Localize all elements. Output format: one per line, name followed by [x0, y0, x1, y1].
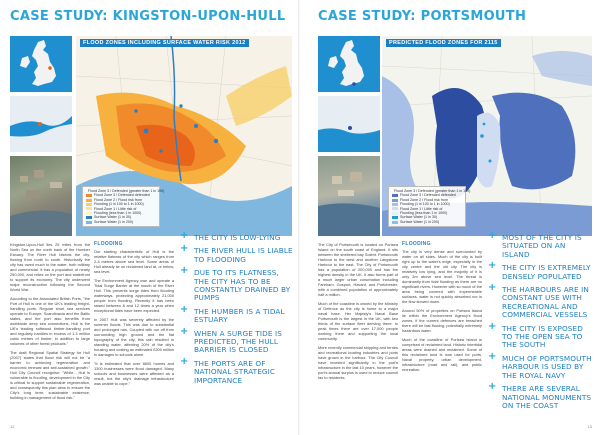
legend-item: Flood Zone 2 / Flood risk from	[392, 198, 462, 202]
map-caption: PREDICTED FLOOD ZONES FOR 2115	[386, 39, 501, 47]
portsmouth-location-marker	[352, 82, 356, 86]
legend-swatch	[392, 216, 398, 219]
map-legend	[388, 186, 471, 227]
legend-item: Surface Water (1 in 30)	[86, 215, 156, 219]
legend-item: Flooding (1 in 100 to 1 in 1000)	[86, 202, 156, 206]
aerial-photo	[10, 156, 72, 236]
legend-item: Surface Water (1 in 200)	[392, 220, 462, 224]
key-points	[488, 230, 595, 415]
legend-swatch	[392, 221, 398, 224]
key-point: + THE CITY IS EXPOSED TO THE OPEN SEA TO THE SOUTH	[488, 320, 583, 350]
paragraph: The city is very dense and surrounded by water on all sides. Much of the city is built right up to the water's edge, especially in the city centre and the old city. The city is relatively low lying, and the majority of it is only 3m above sea level. The threat is dominantly from tidal flooding as there are no significant rivers. However with so much of the area being covered with impermeable surfaces, water is not quickly absorbed nor is the flow slowed down.	[402, 249, 483, 304]
legend-item: Flooding (less than 1 in 1000)	[392, 211, 462, 215]
key-points	[180, 230, 295, 390]
plus-icon: +	[488, 381, 497, 393]
hull-flood-map	[76, 36, 292, 236]
key-point: + THERE ARE SEVERAL NATIONAL MONUMENTS ON THE COAST	[488, 381, 592, 410]
paragraph: According to the Associated British Ports, "the Port of Hull is one of the UK's leading freight-handling ports. Regular short sea services operate to Europe, Scandinavia and the Baltic states, and the port also benefits from worldwide deep sea connections. Hull is the UK's leading softwood timber-handling port and regularly handles in excess of 1.3 million cubic metres of timber, in addition to large volumes of other forest products."	[10, 296, 90, 346]
map-caption: FLOOD ZONES INCLUDING SURFACE WATER RISK 2012	[80, 39, 249, 47]
paragraph: Much of the coastline of Portsea Island is comprised of reclaimed land. Historic intertidal areas were drained and reclaimed. Some of this reclaimed land is now used for ports, Naval property, urban development, infrastructure (road and rail), and public recreation.	[402, 337, 482, 372]
key-point: + THE HARBOURS ARE IN CONSTANT USE WITH RECREATIONAL AND COMMERCIAL VESSELS	[488, 282, 589, 320]
page-number: 13	[587, 424, 592, 429]
map-legend	[82, 186, 165, 227]
legend-swatch	[392, 207, 398, 210]
legend-item: Flood Zone 2 / Flood risk from	[86, 198, 156, 202]
legend-swatch	[392, 199, 398, 202]
plus-icon: +	[180, 303, 189, 315]
key-point: + THE RIVER HULL IS LIABLE TO FLOODING	[180, 243, 293, 264]
key-point: + THE CITY IS EXTREMELY DENSELY POPULATED	[488, 260, 591, 281]
page-title: CASE STUDY: PORTSMOUTH	[318, 9, 527, 24]
page-number: 12	[10, 424, 15, 429]
intro-text	[10, 242, 90, 404]
legend-item: Flooding (1 in 100 to 1 in 1000)	[392, 202, 462, 206]
paragraph: The City of Portsmouth is located on Portsea Island on the south coast of England. It sits between the sheltered bay Solent. Portsmouth Harbour to the west and another Langstone Harbour to the east. The City of Portsmouth has a population of 200,000 and has the highest density in the UK. It also forms part of a much larger urban conurbation including Fareham, Gosport, Havant, and Portchester, with a combined population of approximately half a million.	[318, 242, 398, 297]
legend-swatch	[86, 221, 92, 224]
paragraph: Kingston-Upon-Hull lies 25 miles from the North Sea on the north bank of the Humber Estuary. The River Hull bisects the city, flowing from north to south. Historically the city has owed much to the water, both military and commercial. It has a population of nearly 250,000, and relies on the port and waterfront to support its economy. The city underwent major reconstruction following the Second World War.	[10, 242, 90, 292]
paragraph: More recently commercial shipping and ferries and recreational boating industries and ports have grown in the harbour. The City Council have invested significantly in the port's infrastructure in the last 10 years, however the port's annual surplus is used to reduce council tax to residents.	[318, 345, 398, 380]
solent-locator-map	[318, 96, 380, 152]
legend-item: Flood Zone 3 / Defended (greater than 1 in 100)	[88, 189, 165, 193]
key-point: + DUE TO ITS FLATNESS, THE CITY HAS TO BE CONSTANTLY DRAINED BY PUMPS	[180, 265, 291, 303]
plus-icon: +	[488, 260, 497, 272]
key-point: + WHEN A SURGE TIDE IS PREDICTED, THE HULL BARRIER IS CLOSED	[180, 325, 282, 355]
legend-item: Flood Zone 3 / Defended defended	[86, 193, 156, 197]
section-heading: FLOODING	[402, 241, 431, 247]
legend-swatch	[86, 199, 92, 202]
plus-icon: +	[180, 243, 189, 255]
key-point: + THE HUMBER IS A TIDAL ESTUARY	[180, 303, 285, 325]
paragraph: Our starting characteristic of Hull is the relative flatness of the city which ranges from 2-4 metres above sea level. Some areas of Hull already lie on reclaimed land at, or below, sea level.	[94, 249, 174, 274]
key-point: + THE CITY IS LOW-LYING	[180, 230, 281, 242]
intro-text	[318, 242, 398, 384]
plus-icon: +	[488, 230, 497, 241]
legend-swatch	[392, 194, 398, 197]
legend-item: Flood Zone 3 / Defended defended	[392, 193, 462, 197]
plus-icon: +	[180, 355, 189, 367]
key-point: + THE PORTS ARE OF NATIONAL STRATEGIC IMPORTANCE	[180, 355, 276, 385]
legend-swatch	[86, 216, 92, 219]
hull-location-marker	[48, 66, 52, 70]
paragraph: Around 50% of properties on Portsea Island lie within the Environment Agency's flood zones, if the current defences are breached there will be fast flowing, potentially extremely hazardous water.	[402, 308, 482, 333]
aerial-photo	[318, 156, 380, 236]
paragraph: "It is estimated that over 8600 homes and 1300 businesses were flood damaged. Many schools and businesses were affected as a result, but the city's drainage infrastructure was unable to cope."	[94, 361, 174, 386]
plus-icon: +	[488, 320, 497, 332]
legend-swatch	[86, 194, 92, 197]
flooding-text	[94, 242, 174, 390]
page-title: CASE STUDY: KINGSTON-UPON-HULL	[10, 9, 286, 24]
key-point: + MUCH OF PORTSMOUTH HARBOUR IS USED BY THE ROYAL NAVY	[488, 350, 592, 380]
right-page	[300, 0, 600, 435]
legend-item: Flooding (less than 1 in 1000)	[86, 211, 156, 215]
legend-item: Flood Zone 3 / Defended (greater than 1 in 100)	[394, 189, 471, 193]
uk-locator-map	[318, 36, 380, 92]
legend-swatch	[86, 207, 92, 210]
paragraph: In 2007 Hull was severely affected by the summer floods. This was due to substantial and prolonged rain. Coupled with run off from surrounding high ground and the flat topography of the city, this rain resulted in standing water, affecting 20% of the city's housing and costing an estimated £200 million in damages to schools alone.	[94, 317, 174, 357]
legend-swatch	[86, 203, 92, 206]
plus-icon: +	[180, 265, 189, 277]
estuary-locator-map	[10, 96, 72, 152]
key-point: + MOST OF THE CITY IS SITUATED ON AN ISLAND	[488, 230, 582, 259]
uk-locator-map	[10, 36, 72, 92]
legend-item: Flood Zone 1 / Little risk of	[392, 207, 462, 211]
paragraph: Much of the coastline is owned by the Ministry of Defence as the city is home to a major naval base. Her Majesty's Naval Base Portsmouth is the largest in the UK, with two thirds of the surface fleet deriving there. In peak times there are over 17,000 people working there and supporting the local community.	[318, 301, 398, 341]
plus-icon: +	[488, 350, 497, 362]
paragraph: The Environment Agency own and operate a Tidal Surge Barrier at the mouth of the River Hull. This prevents surge tides from flooding waterways, protecting approximately 21,000 people from flooding. Recently it has been raised between 8 and 12 times a year when exceptional tides have been expected.	[94, 278, 174, 313]
legend-swatch	[86, 212, 92, 215]
legend-swatch	[392, 212, 398, 215]
legend-swatch	[392, 203, 398, 206]
legend-item: Flood Zone 1 / Little risk of	[86, 207, 156, 211]
plus-icon: +	[488, 282, 497, 294]
flooding-text	[402, 242, 482, 376]
section-heading: FLOODING	[94, 241, 123, 247]
portsmouth-flood-map	[382, 36, 592, 236]
plus-icon: +	[180, 230, 189, 241]
paragraph: The draft Regional Spatial Strategy for Hull (2007) states that flood risk will not be "a barrier to achieving regeneration and economic renewal and self-sustained growth." Hull City Council recognise: "While... Hull is vulnerable to flooding, development in the City is critical to support sustainable regeneration, and consequently this plan aims to ensure the City's long term, sustainable existence, building in management of flood risk."	[10, 350, 90, 400]
legend-item: Surface Water (1 in 30)	[392, 215, 462, 219]
plus-icon: +	[180, 325, 189, 337]
legend-item: Surface Water (1 in 200)	[86, 220, 156, 224]
